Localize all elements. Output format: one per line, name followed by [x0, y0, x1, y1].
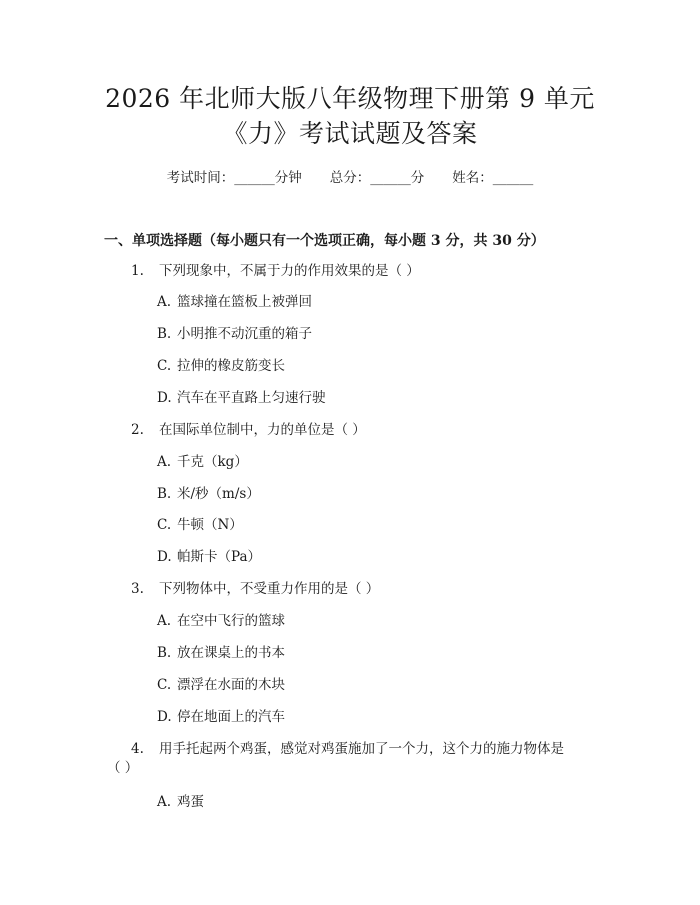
- question-4: [131, 740, 564, 758]
- option-letter: C.: [157, 677, 172, 693]
- question-1: [131, 262, 420, 280]
- option-text: 停在地面上的汽车: [177, 709, 285, 725]
- question-3-option-d: [157, 708, 285, 726]
- option-letter: D.: [157, 549, 172, 565]
- question-3-option-c: [157, 676, 285, 694]
- question-2: [131, 421, 366, 439]
- option-letter: B.: [157, 486, 172, 502]
- option-letter: A.: [157, 794, 172, 810]
- question-3-option-b: [157, 644, 285, 662]
- question-number: 4.: [131, 741, 144, 757]
- question-4-continuation: （ ）: [107, 760, 139, 776]
- option-letter: B.: [157, 645, 172, 661]
- question-2-option-a: [157, 453, 248, 471]
- option-text: 鸡蛋: [177, 794, 204, 810]
- option-letter: B.: [157, 326, 172, 342]
- option-text: 在空中飞行的篮球: [177, 613, 285, 629]
- exam-title-line-2: 《力》考试试题及答案: [222, 119, 478, 148]
- option-text: 篮球撞在篮板上被弹回: [177, 294, 312, 310]
- question-2-option-b: [157, 485, 260, 503]
- question-3-option-a: [157, 612, 285, 630]
- question-1-option-d: [157, 389, 326, 407]
- question-1-option-c: [157, 357, 285, 375]
- total-score-field: 总分：______分: [329, 170, 425, 186]
- question-number: 3.: [131, 581, 144, 597]
- option-text: 千克（kg）: [177, 454, 248, 470]
- option-letter: A.: [157, 613, 172, 629]
- option-letter: A.: [157, 294, 172, 310]
- option-letter: D.: [157, 709, 172, 725]
- question-text: 用手托起两个鸡蛋，感觉对鸡蛋施加了一个力，这个力的施力物体是: [159, 741, 564, 757]
- exam-meta-info: [0, 169, 700, 187]
- option-text: 米/秒（m/s）: [177, 486, 260, 502]
- question-1-option-b: [157, 325, 312, 343]
- option-text: 汽车在平直路上匀速行驶: [177, 390, 326, 406]
- question-4-option-a: [157, 793, 204, 811]
- question-number: 2.: [131, 422, 144, 438]
- student-name-field: 姓名：______: [452, 170, 534, 186]
- question-2-option-c: [157, 516, 243, 534]
- question-2-option-d: [157, 548, 261, 566]
- question-text: 在国际单位制中，力的单位是（ ）: [159, 422, 366, 438]
- question-number: 1.: [131, 263, 144, 279]
- option-text: 牛顿（N）: [177, 517, 243, 533]
- option-text: 拉伸的橡皮筋变长: [177, 358, 285, 374]
- question-text: 下列物体中，不受重力作用的是（ ）: [159, 581, 380, 597]
- section-title-single-choice: 一、单项选择题（每小题只有一个选项正确，每小题 3 分，共 30 分）: [104, 233, 545, 249]
- option-letter: D.: [157, 390, 172, 406]
- option-letter: A.: [157, 454, 172, 470]
- question-text: 下列现象中，不属于力的作用效果的是（ ）: [159, 263, 420, 279]
- question-3: [131, 580, 379, 598]
- exam-time-field: 考试时间：______分钟: [166, 170, 302, 186]
- option-text: 放在课桌上的书本: [177, 645, 285, 661]
- exam-title-line-1: 2026 年北师大版八年级物理下册第 9 单元: [105, 84, 595, 113]
- option-letter: C.: [157, 517, 172, 533]
- question-1-option-a: [157, 293, 312, 311]
- option-letter: C.: [157, 358, 172, 374]
- option-text: 帕斯卡（Pa）: [177, 549, 262, 565]
- option-text: 小明推不动沉重的箱子: [177, 326, 312, 342]
- option-text: 漂浮在水面的木块: [177, 677, 285, 693]
